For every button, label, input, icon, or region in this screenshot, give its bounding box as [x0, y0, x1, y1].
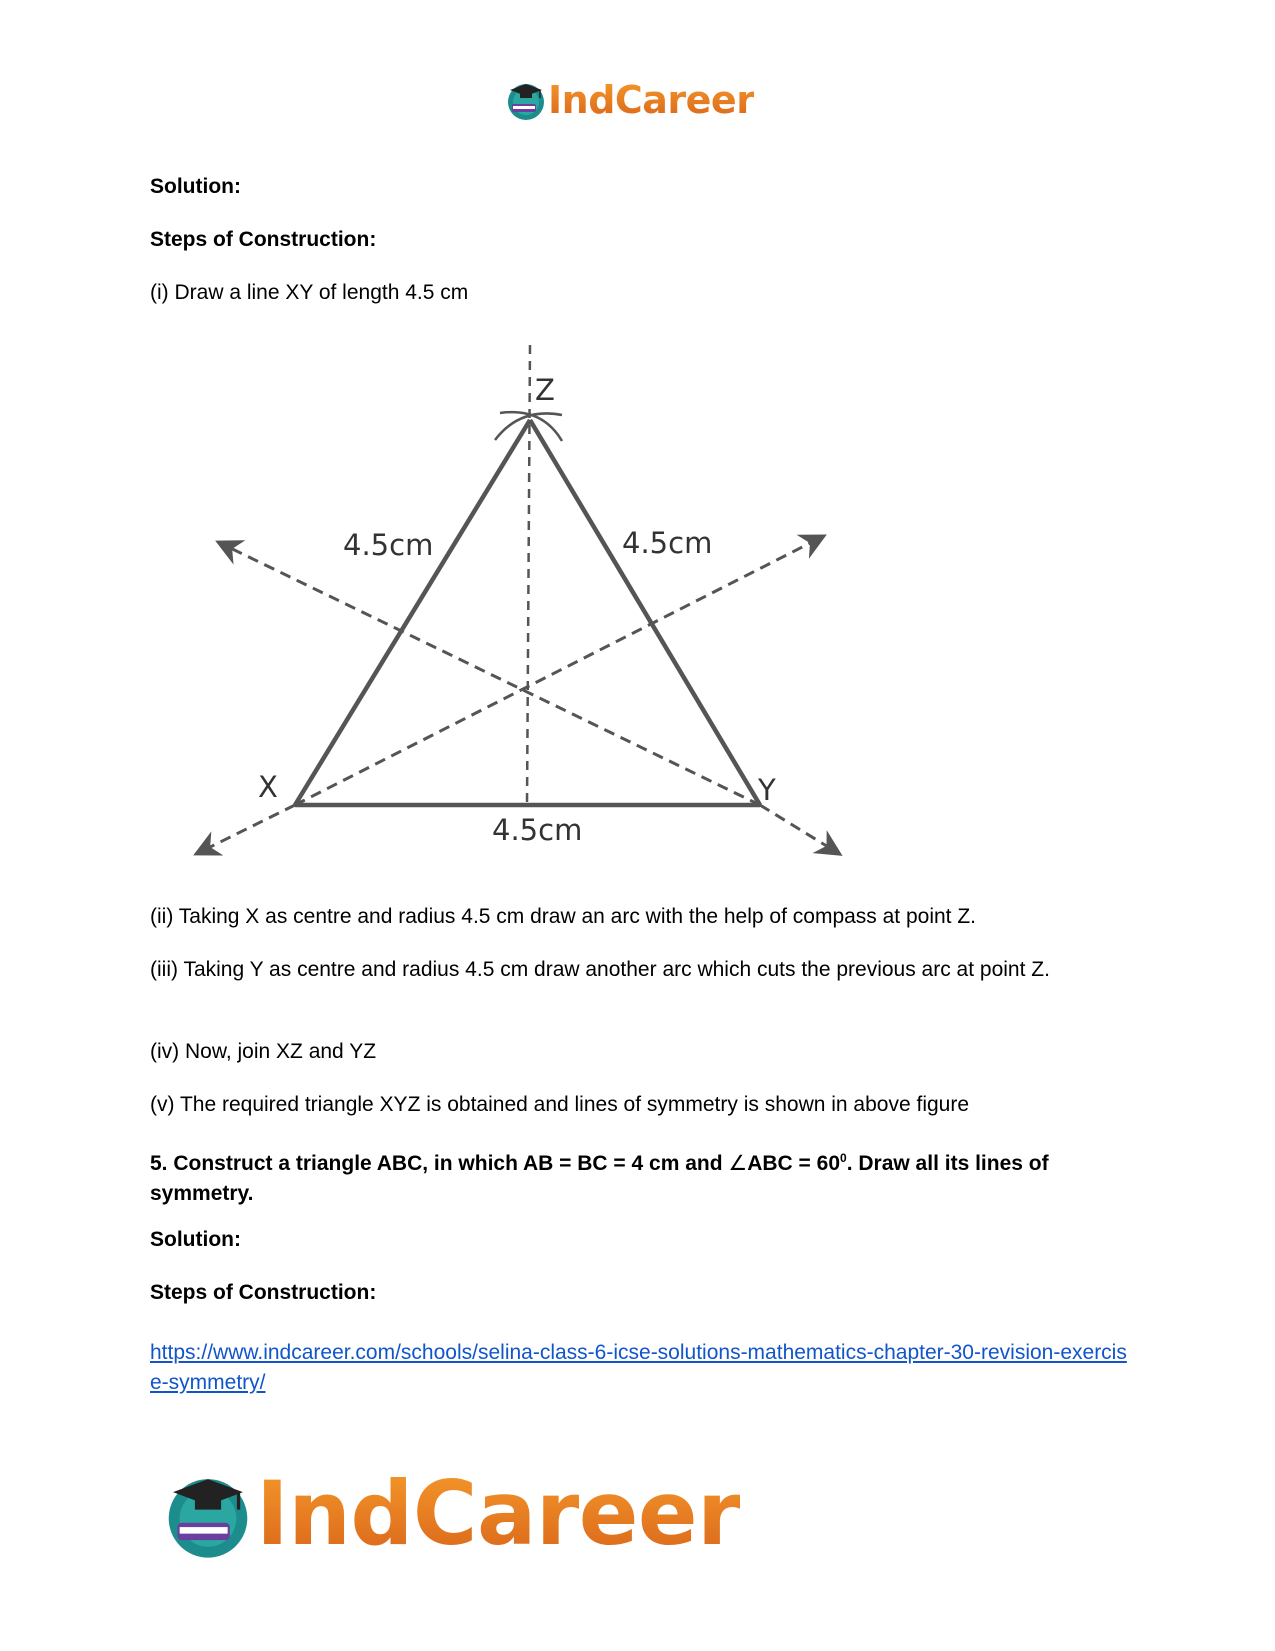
indcareer-url-link[interactable]: https://www.indcareer.com/schools/selina-class-6-icse-solutions-mathematics-chapter-30-revision-exercise-symmetry/ — [150, 1341, 1127, 1394]
indcareer-logo-bottom — [160, 1462, 740, 1565]
steps-heading-2: Steps of Construction: — [150, 1281, 377, 1304]
step-2: (ii) Taking X as centre and radius 4.5 cm draw an arc with the help of compass at point Z. — [150, 905, 977, 928]
question-5 — [150, 1143, 1130, 1209]
vertex-label-y: Y — [758, 773, 776, 807]
symmetry-line-from-x — [295, 537, 822, 805]
question-5-text-after: . Draw all its lines of symmetry. — [150, 1152, 1049, 1205]
symmetry-line-from-y — [220, 543, 760, 805]
symmetry-line-from-x-ext — [198, 805, 295, 853]
question-5-text-before: 5. Construct a triangle ABC, in which AB = BC = 4 cm and — [150, 1152, 729, 1175]
side-label-left: 4.5cm — [343, 528, 434, 562]
graduation-cap-book-globe-icon — [504, 78, 548, 122]
logo-wordmark-bottom: IndCareer — [256, 1462, 741, 1565]
step-1: (i) Draw a line XY of length 4.5 cm — [150, 281, 469, 304]
degree-superscript: 0 — [840, 1151, 847, 1165]
side-yz — [530, 420, 760, 805]
solution-heading-2: Solution: — [150, 1228, 241, 1251]
question-5-text-mid: ABC = 60 — [747, 1152, 841, 1175]
side-label-right: 4.5cm — [622, 526, 713, 560]
graduation-cap-book-globe-icon — [160, 1466, 256, 1562]
indcareer-logo-top — [504, 78, 754, 122]
solution-heading: Solution: — [150, 175, 241, 198]
triangle-construction-figure — [190, 345, 880, 905]
side-label-base: 4.5cm — [492, 813, 583, 847]
symmetry-line-from-y-ext — [760, 805, 838, 853]
step-5: (v) The required triangle XYZ is obtained and lines of symmetry is shown in above figure — [150, 1093, 970, 1116]
vertex-label-z: Z — [535, 373, 555, 407]
step-3: (iii) Taking Y as centre and radius 4.5 cm draw another arc which cuts the previous arc at point Z. — [150, 958, 1050, 981]
footer-link-container — [150, 1338, 1130, 1398]
vertex-label-x: X — [258, 770, 278, 804]
angle-symbol: ∠ — [728, 1152, 748, 1175]
step-4: (iv) Now, join XZ and YZ — [150, 1040, 377, 1063]
side-xz — [295, 420, 530, 805]
logo-wordmark-top: IndCareer — [548, 78, 755, 122]
steps-heading: Steps of Construction: — [150, 228, 377, 251]
